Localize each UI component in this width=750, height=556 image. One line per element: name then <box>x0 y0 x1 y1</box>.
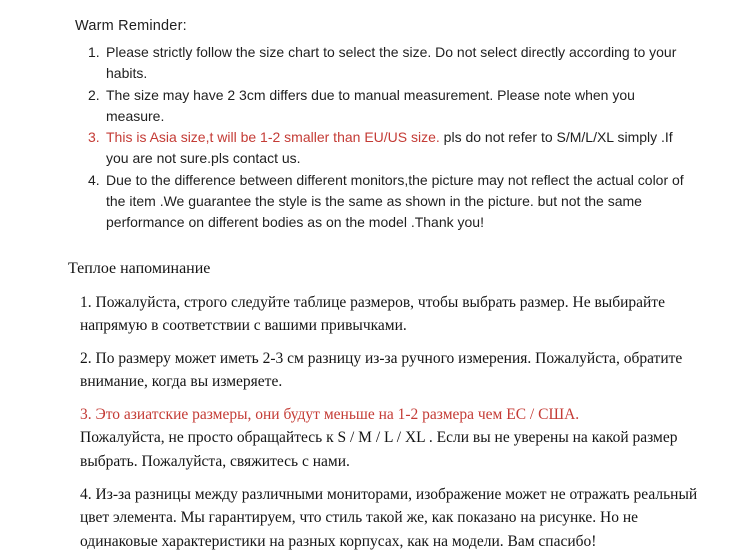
red-highlight-text: 3. Это азиатские размеры, они будут меньше на 1-2 размера чем ЕС / США. <box>80 405 580 423</box>
russian-paragraph-2: 2. По размеру может иметь 2-3 см разницу из-за ручного измерения. Пожалуйста, обратите внимание, когда вы измеряете. <box>80 349 683 391</box>
paragraph-text-rest: Пожалуйста, не просто обращайтесь к S / M / L / XL . Если вы не уверены на какой размер выбрать. Пожалуйста, свяжитесь с нами. <box>80 429 678 471</box>
item-number: 3. <box>88 129 100 146</box>
item-text: Due to the difference between different monitors,the picture may not reflect the actual color of the item .We guarantee the style is the same as shown in the picture. but not the same performance on different bodies as on the model .Thank you! <box>106 171 684 231</box>
item-number: 1. <box>88 44 100 61</box>
russian-paragraph-4: 4. Из-за разницы между различными мониторами, изображение может не отражать реальный цвет элемента. Мы гарантируем, что стиль такой же, как показано на рисунке. Но не одинаковые характеристики на разных корпусах, как на модели. Вам спасибо! <box>80 485 698 550</box>
russian-title: Теплое напоминание <box>68 260 211 278</box>
russian-paragraph-1: 1. Пожалуйста, строго следуйте таблице размеров, чтобы выбрать размер. Не выбирайте напрямую в соответствии с вашими привычками. <box>80 293 665 335</box>
item-number: 2. <box>88 86 100 103</box>
english-item-2 <box>75 85 692 128</box>
english-item-1 <box>75 42 692 85</box>
english-item-4 <box>75 170 692 234</box>
red-highlight-text: This is Asia size,t will be 1-2 smaller than EU/US size. <box>106 129 440 146</box>
english-item-3 <box>75 127 692 170</box>
item-number: 4. <box>88 171 100 188</box>
english-title: Warm Reminder: <box>75 18 187 34</box>
item-text-rest: pls do not refer to S/M/L/XL simply .If you are not sure.pls contact us. <box>106 129 673 167</box>
russian-paragraph-3 <box>80 403 705 474</box>
item-text: Please strictly follow the size chart to select the size. Do not select directly according to your habits. <box>106 44 677 82</box>
russian-reminder-section <box>0 233 750 553</box>
item-text <box>106 127 692 170</box>
english-reminder-section <box>0 0 750 233</box>
item-text: The size may have 2 3cm differs due to manual measurement. Please note when you measure. <box>106 86 635 124</box>
